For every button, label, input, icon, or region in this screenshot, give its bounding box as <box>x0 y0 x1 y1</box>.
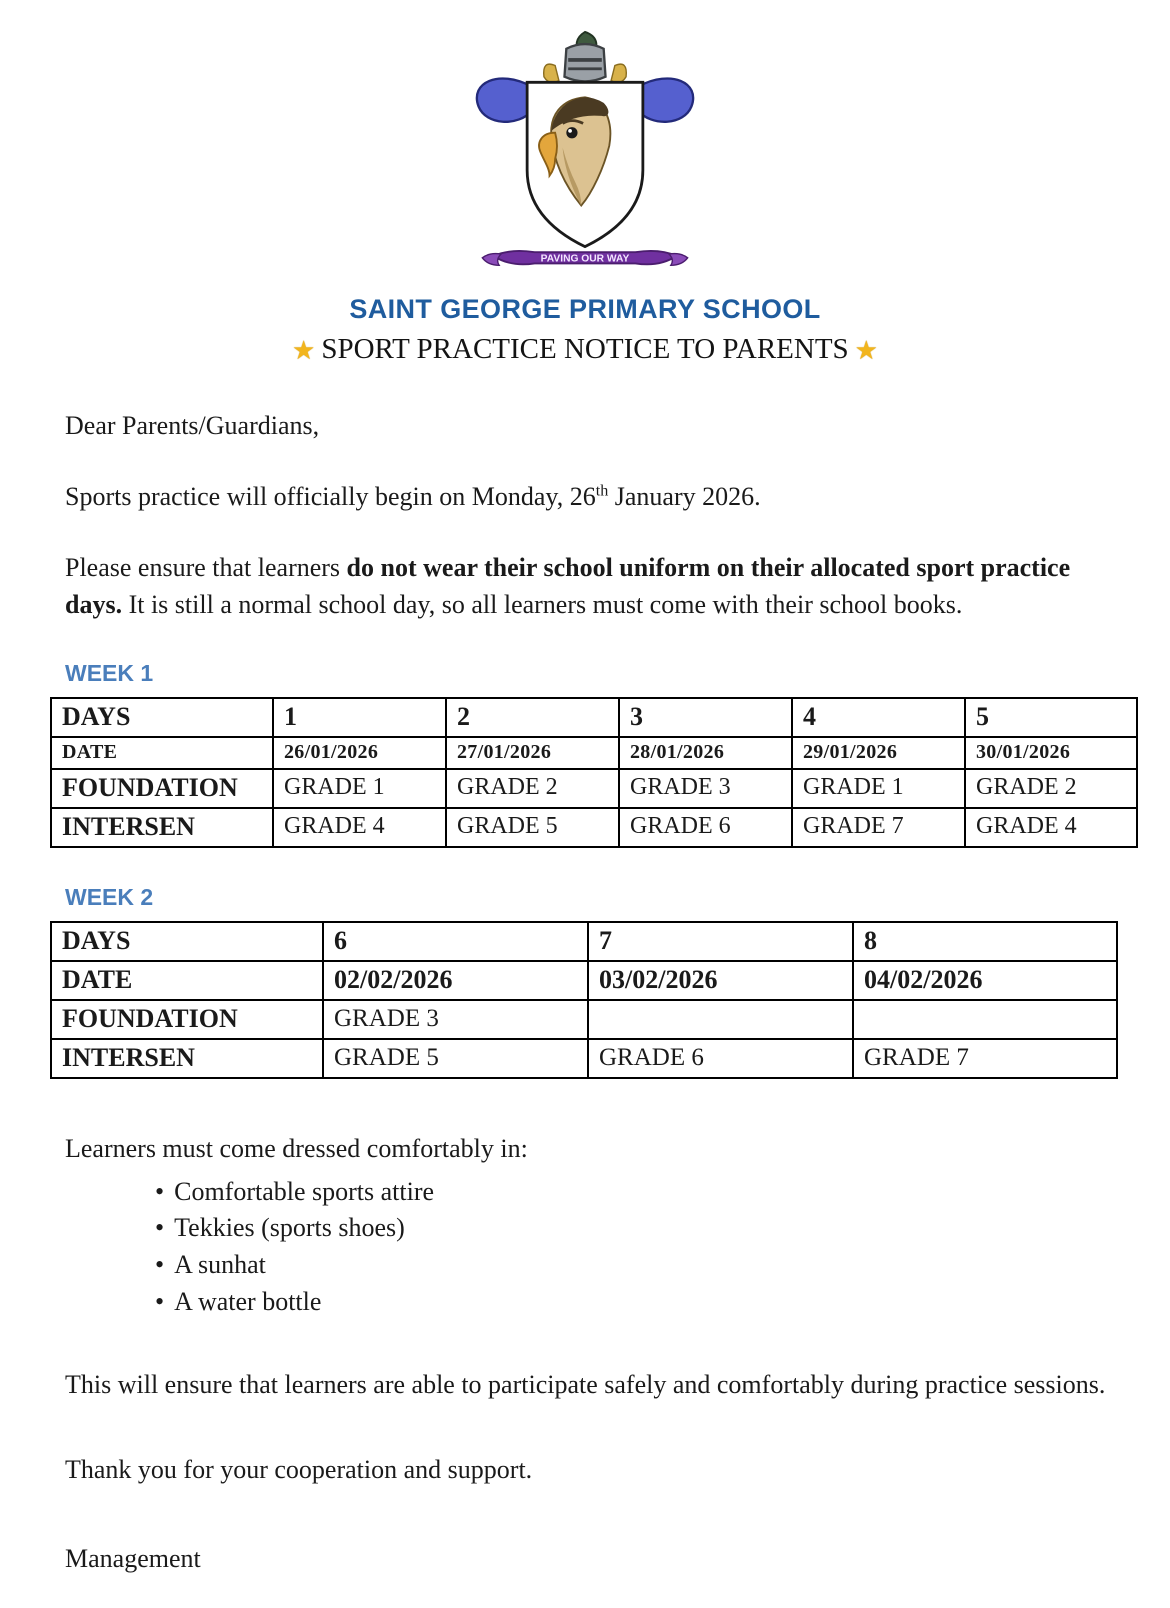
table-cell: 02/02/2026 <box>323 961 588 1000</box>
thank-you-text: Thank you for your cooperation and support. <box>65 1455 533 1485</box>
crest-scroll-right <box>611 64 626 82</box>
week1-days-row <box>51 698 1137 737</box>
table-cell: 27/01/2026 <box>446 737 619 769</box>
notice-title-text: SPORT PRACTICE NOTICE TO PARENTS <box>321 333 849 365</box>
table-cell: INTERSEN <box>51 1039 323 1078</box>
table-cell: FOUNDATION <box>51 1000 323 1039</box>
table-cell: 5 <box>965 698 1137 737</box>
crest-banner-tail-right <box>669 254 688 266</box>
table-cell: 28/01/2026 <box>619 737 792 769</box>
page-title <box>0 333 1170 366</box>
table-cell: 6 <box>323 922 588 961</box>
week2-foundation-row <box>51 1000 1117 1039</box>
school-crest-image <box>445 28 725 286</box>
table-cell: GRADE 3 <box>323 1000 588 1039</box>
table-cell: DATE <box>51 961 323 1000</box>
crest-eagle-eye <box>566 127 577 138</box>
week1-date-row <box>51 737 1137 769</box>
table-cell: GRADE 6 <box>588 1039 853 1078</box>
crest-helmet-visor2 <box>568 67 602 70</box>
para2-post: It is still a normal school day, so all learners must come with their school books. <box>122 589 963 619</box>
para1-pre: Sports practice will officially begin on Monday, 26 <box>65 481 596 511</box>
list-item: • A sunhat <box>155 1247 1170 1284</box>
uniform-paragraph <box>65 550 1108 624</box>
table-cell: 30/01/2026 <box>965 737 1137 769</box>
table-cell: 2 <box>446 698 619 737</box>
crest-helmet <box>564 44 605 81</box>
list-item: • Comfortable sports attire <box>155 1174 1170 1211</box>
week2-days-row <box>51 922 1117 961</box>
table-cell: GRADE 4 <box>965 808 1137 847</box>
table-cell: GRADE 7 <box>853 1039 1117 1078</box>
list-item: • Tekkies (sports shoes) <box>155 1210 1170 1247</box>
crest-banner-tail-left <box>482 254 501 266</box>
week2-intersen-row <box>51 1039 1117 1078</box>
table-cell: FOUNDATION <box>51 769 273 808</box>
week2-label: WEEK 2 <box>65 883 154 910</box>
table-cell: 7 <box>588 922 853 961</box>
crest-motto-text: PAVING OUR WAY <box>540 253 630 265</box>
table-cell: 03/02/2026 <box>588 961 853 1000</box>
table-cell: GRADE 7 <box>792 808 965 847</box>
table-cell: GRADE 3 <box>619 769 792 808</box>
table-cell: 8 <box>853 922 1117 961</box>
greeting-text: Dear Parents/Guardians, <box>65 411 320 440</box>
week1-table <box>50 697 1138 848</box>
table-cell: GRADE 2 <box>446 769 619 808</box>
checklist <box>155 1174 1170 1322</box>
table-cell: 1 <box>273 698 446 737</box>
table-cell: DAYS <box>51 922 323 961</box>
crest-helmet-visor <box>568 58 602 62</box>
table-cell: 26/01/2026 <box>273 737 446 769</box>
table-cell: INTERSEN <box>51 808 273 847</box>
table-cell: GRADE 1 <box>273 769 446 808</box>
signature-text: Management <box>65 1543 201 1573</box>
table-cell: GRADE 5 <box>323 1039 588 1078</box>
table-cell: GRADE 6 <box>619 808 792 847</box>
table-cell: GRADE 2 <box>965 769 1137 808</box>
ordinal-suffix: th <box>595 482 609 500</box>
star-icon: ★ <box>854 336 878 365</box>
crest-eagle-eye-glint <box>568 129 572 133</box>
table-cell: 4 <box>792 698 965 737</box>
start-date-paragraph <box>65 479 1108 516</box>
table-cell: 04/02/2026 <box>853 961 1117 1000</box>
list-item: • A water bottle <box>155 1284 1170 1321</box>
closing-paragraph: This will ensure that learners are able to participate safely and comfortably during practice sessions. <box>65 1370 1106 1400</box>
week1-foundation-row <box>51 769 1137 808</box>
crest-scroll-left <box>544 64 559 82</box>
para2-bold-text: do not wear their school uniform on their allocated sport practice days. <box>65 552 1071 619</box>
table-cell: 29/01/2026 <box>792 737 965 769</box>
school-name: SAINT GEORGE PRIMARY SCHOOL <box>349 294 821 324</box>
table-cell: GRADE 1 <box>792 769 965 808</box>
para1-post: January 2026. <box>608 481 761 511</box>
week2-table <box>50 921 1118 1079</box>
table-cell: GRADE 5 <box>446 808 619 847</box>
week1-label: WEEK 1 <box>65 659 154 686</box>
table-cell: DATE <box>51 737 273 769</box>
week1-intersen-row <box>51 808 1137 847</box>
table-cell <box>853 1000 1117 1039</box>
table-cell: DAYS <box>51 698 273 737</box>
table-cell: 3 <box>619 698 792 737</box>
para2-pre: Please ensure that learners <box>65 552 347 582</box>
checklist-intro: Learners must come dressed comfortably in: <box>65 1133 528 1163</box>
week2-date-row <box>51 961 1117 1000</box>
table-cell <box>588 1000 853 1039</box>
crest-container <box>0 28 1170 286</box>
star-icon: ★ <box>292 336 316 365</box>
table-cell: GRADE 4 <box>273 808 446 847</box>
